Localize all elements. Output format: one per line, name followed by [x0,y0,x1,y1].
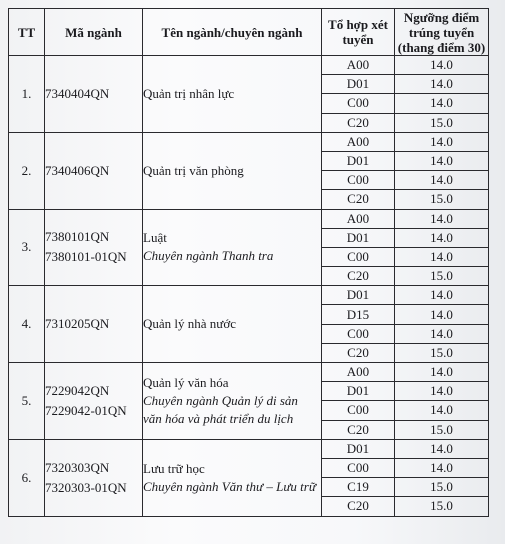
major-code: 7320303QN [45,459,110,475]
specialization-name: Chuyên ngành Văn thư – Lưu trữ [143,478,316,494]
subject-combo: A00 [322,56,395,75]
major-code-cell [45,363,143,440]
subject-combo: C00 [322,247,395,266]
cutoff-score: 14.0 [395,324,489,343]
cutoff-score: 14.0 [395,439,489,458]
subject-combo: C20 [322,190,395,209]
row-number: 3. [9,209,45,286]
subject-combo: D15 [322,305,395,324]
subject-combo: C00 [322,171,395,190]
cutoff-score: 14.0 [395,56,489,75]
subject-combo: D01 [322,286,395,305]
row-number: 4. [9,286,45,363]
subject-combo: A00 [322,209,395,228]
subject-combo: D01 [322,75,395,94]
subject-combo: D01 [322,151,395,170]
subject-combo: C20 [322,497,395,516]
cutoff-score: 15.0 [395,190,489,209]
subject-combo: D01 [322,382,395,401]
major-code: 7380101QN [45,229,110,245]
subject-combo: C20 [322,267,395,286]
header-code: Mã ngành [45,9,143,56]
subject-combo: A00 [322,363,395,382]
major-name-cell [143,209,322,286]
major-name: Quản lý nhà nước [143,316,236,332]
table-row [9,439,489,458]
subject-combo: C00 [322,458,395,477]
major-name-cell [143,132,322,209]
major-code-cell [45,209,143,286]
major-code-cell [45,439,143,516]
major-name: Quản trị văn phòng [143,162,244,178]
major-name: Luật [143,230,167,246]
table-body [9,56,489,517]
table-row [9,286,489,305]
subject-combo: C00 [322,401,395,420]
cutoff-score: 14.0 [395,75,489,94]
cutoff-score: 15.0 [395,113,489,132]
major-name-cell [143,439,322,516]
cutoff-score: 14.0 [395,171,489,190]
major-code: 7310205QN [45,316,110,332]
specialization-name: Chuyên ngành Thanh tra [143,248,274,264]
major-name-cell [143,56,322,133]
table-row [9,56,489,75]
subject-combo: D01 [322,228,395,247]
table-header-row [9,9,489,56]
major-name: Quản lý văn hóa [143,374,229,390]
cutoff-score: 14.0 [395,209,489,228]
subject-combo: C20 [322,420,395,439]
cutoff-score: 14.0 [395,286,489,305]
cutoff-score: 14.0 [395,305,489,324]
row-number: 2. [9,132,45,209]
header-tt: TT [9,9,45,56]
cutoff-score: 14.0 [395,382,489,401]
major-code-cell [45,56,143,133]
cutoff-score: 14.0 [395,247,489,266]
row-number: 1. [9,56,45,133]
cutoff-score: 14.0 [395,151,489,170]
major-code: 7380101-01QN [45,249,127,265]
cutoff-score: 15.0 [395,343,489,362]
cutoff-score: 15.0 [395,497,489,516]
subject-combo: C00 [322,94,395,113]
header-combo: Tổ hợp xét tuyển [322,9,395,56]
header-major: Tên ngành/chuyên ngành [143,9,322,56]
cutoff-score: 14.0 [395,94,489,113]
major-name-cell [143,363,322,440]
specialization-name: văn hóa và phát triển du lịch [143,410,294,426]
cutoff-score: 14.0 [395,363,489,382]
cutoff-score: 15.0 [395,478,489,497]
subject-combo: C00 [322,324,395,343]
major-name-cell [143,286,322,363]
subject-combo: C20 [322,343,395,362]
cutoff-score: 14.0 [395,132,489,151]
subject-combo: A00 [322,132,395,151]
specialization-name: Chuyên ngành Quản lý di sản [143,392,298,408]
row-number: 6. [9,439,45,516]
major-code: 7320303-01QN [45,479,127,495]
subject-combo: C19 [322,478,395,497]
major-name: Lưu trữ học [143,460,205,476]
subject-combo: D01 [322,439,395,458]
major-code: 7340406QN [45,162,110,178]
cutoff-score: 14.0 [395,228,489,247]
table-row [9,363,489,382]
admission-scores-table [8,8,489,517]
major-code-cell [45,286,143,363]
major-code: 7340404QN [45,85,110,101]
cutoff-score: 15.0 [395,420,489,439]
table-row [9,209,489,228]
major-code: 7229042QN [45,382,110,398]
major-code: 7229042-01QN [45,402,127,418]
row-number: 5. [9,363,45,440]
header-score: Ngưỡng điểm trúng tuyển (thang điểm 30) [395,9,489,56]
cutoff-score: 14.0 [395,401,489,420]
major-code-cell [45,132,143,209]
cutoff-score: 15.0 [395,267,489,286]
cutoff-score: 14.0 [395,458,489,477]
subject-combo: C20 [322,113,395,132]
major-name: Quản trị nhân lực [143,85,235,101]
table-row [9,132,489,151]
